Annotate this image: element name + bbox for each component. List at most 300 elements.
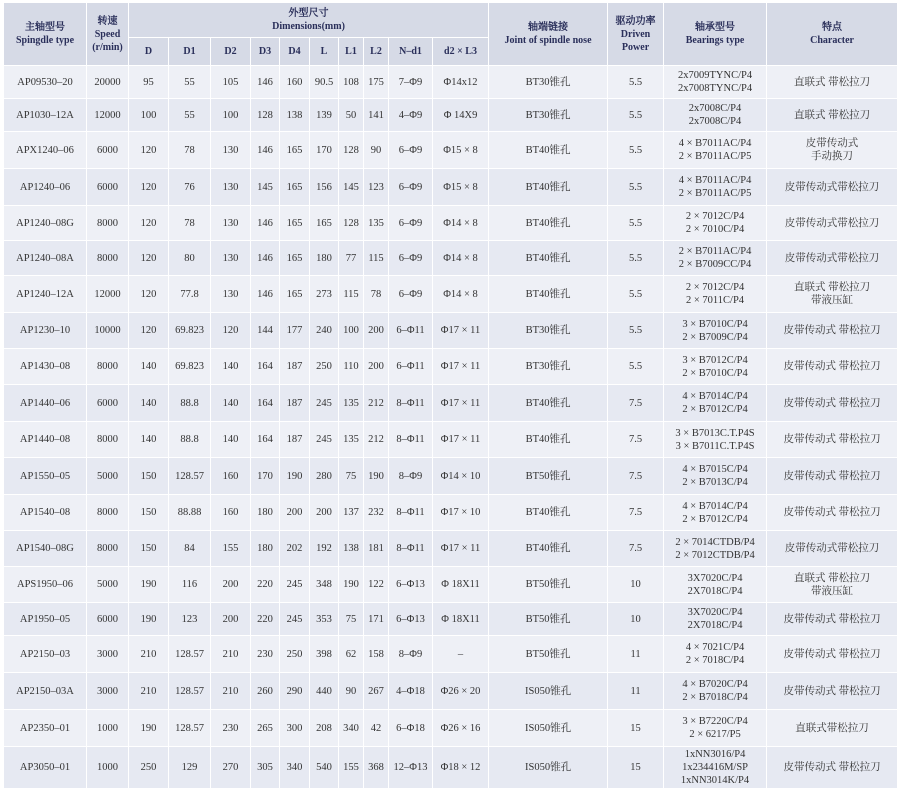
character-line: 皮带传动式 带松拉刀 (783, 397, 881, 409)
joint-cell: BT40锥孔 (489, 206, 608, 241)
character-line: 皮带传动式 带松拉刀 (783, 325, 881, 336)
d2-cell: 230 (211, 710, 251, 747)
d4-cell: 165 (280, 132, 310, 169)
n-d1-cell: 6–Φ9 (389, 169, 433, 206)
bearings-cell (664, 458, 767, 495)
dim-col-d3: D3 (251, 38, 280, 66)
model-cell: APS1950–06 (4, 567, 87, 603)
power-cell: 5.5 (608, 99, 664, 132)
d2-cell: 155 (211, 531, 251, 567)
bearings-cell (664, 422, 767, 458)
d3-cell: 146 (251, 132, 280, 169)
d4-cell: 250 (280, 636, 310, 673)
bearing-line: 2X7018C/P4 (687, 585, 743, 597)
l-cell: 250 (310, 349, 339, 385)
l1-cell: 90 (339, 673, 364, 710)
bearing-line: 2 × B7009C/P4 (682, 331, 748, 343)
bearings-cell (664, 531, 767, 567)
bearing-line: 2 × B7011AC/P5 (678, 188, 752, 199)
l2-cell: 78 (364, 276, 389, 313)
bearing-line: 2 × B7011AC/P5 (678, 151, 752, 162)
model-cell: AP1440–08 (4, 422, 87, 458)
bearings-cell (664, 241, 767, 276)
power-cell: 5.5 (608, 276, 664, 313)
character-line: 直联式 带松拉刀 (793, 282, 871, 293)
joint-cell: BT50锥孔 (489, 567, 608, 603)
dim-col-d1: D1 (169, 38, 211, 66)
d4-cell: 202 (280, 531, 310, 567)
power-cell: 5.5 (608, 132, 664, 169)
d3-cell: 128 (251, 99, 280, 132)
model-cell: AP2350–01 (4, 710, 87, 747)
l-cell: 273 (310, 276, 339, 313)
table-row (4, 349, 898, 385)
character-line: 直联式 带松拉刀 (793, 76, 871, 88)
bearings-cell (664, 276, 767, 313)
l-cell: 165 (310, 206, 339, 241)
d-cell: 120 (129, 206, 169, 241)
d3-cell: 144 (251, 313, 280, 349)
l1-cell: 135 (339, 385, 364, 422)
model-cell: AP1030–12A (4, 99, 87, 132)
bearing-line: 2x7009TYNC/P4 (677, 70, 753, 81)
joint-cell: BT40锥孔 (489, 495, 608, 531)
speed-cell: 8000 (87, 349, 129, 385)
power-header-en1: Driven (620, 28, 651, 40)
bearings-cell (664, 567, 767, 603)
joint-cell: IS050锥孔 (489, 710, 608, 747)
d-cell: 190 (129, 567, 169, 603)
l2-cell: 115 (364, 241, 389, 276)
d1-cell: 88.8 (169, 385, 211, 422)
d4-cell: 165 (280, 206, 310, 241)
bearing-line: 3 × B7011C.T.P4S (675, 440, 755, 452)
d-cell: 250 (129, 747, 169, 789)
joint-cell: BT50锥孔 (489, 458, 608, 495)
d3-cell: 180 (251, 495, 280, 531)
d2-l3-cell: Φ26 × 20 (433, 673, 489, 710)
d2-cell: 130 (211, 241, 251, 276)
header-row-top (4, 3, 898, 38)
character-cell (767, 495, 898, 531)
l2-cell: 181 (364, 531, 389, 567)
bearing-line: 4 × B7020C/P4 (682, 679, 748, 690)
character-line: 皮带传动式 带松拉刀 (783, 648, 881, 660)
bearing-line: 2 × 7012C/P4 (685, 211, 745, 222)
bearing-line: 4 × B7015C/P4 (682, 464, 748, 475)
speed-cell: 3000 (87, 673, 129, 710)
bearing-line: 4 × B7011AC/P4 (678, 138, 752, 149)
bearings-cell (664, 313, 767, 349)
n-d1-cell: 6–Φ9 (389, 206, 433, 241)
d1-cell: 80 (169, 241, 211, 276)
d2-l3-cell: Φ15 × 8 (433, 169, 489, 206)
speed-cell: 8000 (87, 206, 129, 241)
d2-cell: 120 (211, 313, 251, 349)
d4-cell: 300 (280, 710, 310, 747)
l2-cell: 90 (364, 132, 389, 169)
d3-cell: 164 (251, 349, 280, 385)
speed-cell: 10000 (87, 313, 129, 349)
bearing-line: 3 × B7012C/P4 (682, 354, 748, 366)
l2-cell: 212 (364, 385, 389, 422)
speed-header-unit: (r/min) (92, 41, 123, 53)
bearing-line: 2 × 7011C/P4 (686, 295, 745, 306)
d1-cell: 78 (169, 132, 211, 169)
d1-cell: 78 (169, 206, 211, 241)
character-line: 带液压缸 (811, 585, 854, 597)
dim-col-d4: D4 (280, 38, 310, 66)
d3-cell: 146 (251, 241, 280, 276)
l1-cell: 340 (339, 710, 364, 747)
l2-cell: 158 (364, 636, 389, 673)
dim-col-d2: D2 (211, 38, 251, 66)
d2-l3-cell: Φ14 × 8 (433, 206, 489, 241)
table-row (4, 206, 898, 241)
speed-cell: 3000 (87, 636, 129, 673)
d1-cell: 128.57 (169, 636, 211, 673)
speed-cell: 6000 (87, 132, 129, 169)
bearing-line: 2x7008C/P4 (688, 116, 742, 127)
bearing-line: 2 × B7018C/P4 (682, 692, 748, 703)
character-cell (767, 276, 898, 313)
l2-cell: 175 (364, 66, 389, 99)
power-cell: 7.5 (608, 422, 664, 458)
character-line: 皮带传动式 带松拉刀 (783, 434, 881, 445)
bearing-line: 2 × B7012C/P4 (682, 404, 748, 415)
power-cell: 7.5 (608, 458, 664, 495)
speed-cell: 1000 (87, 710, 129, 747)
character-line: 皮带传动式 带松拉刀 (783, 470, 881, 482)
d-cell: 95 (129, 66, 169, 99)
l-cell: 180 (310, 241, 339, 276)
l1-cell: 137 (339, 495, 364, 531)
n-d1-cell: 6–Φ13 (389, 567, 433, 603)
d2-l3-cell: Φ14 × 10 (433, 458, 489, 495)
d3-cell: 260 (251, 673, 280, 710)
d3-cell: 180 (251, 531, 280, 567)
col-header-model (4, 3, 87, 66)
l-cell: 353 (310, 603, 339, 636)
bearing-line: 2 × 6217/P5 (689, 729, 741, 740)
table-row (4, 241, 898, 276)
d3-cell: 146 (251, 66, 280, 99)
n-d1-cell: 4–Φ9 (389, 99, 433, 132)
power-cell: 15 (608, 747, 664, 789)
character-cell (767, 636, 898, 673)
l-cell: 200 (310, 495, 339, 531)
power-cell: 10 (608, 603, 664, 636)
table-row (4, 747, 898, 789)
d2-l3-cell: Φ14 × 8 (433, 276, 489, 313)
power-cell: 7.5 (608, 385, 664, 422)
d4-cell: 138 (280, 99, 310, 132)
character-cell (767, 747, 898, 789)
power-cell: 5.5 (608, 169, 664, 206)
table-row (4, 99, 898, 132)
d-cell: 120 (129, 241, 169, 276)
d1-cell: 116 (169, 567, 211, 603)
l2-cell: 141 (364, 99, 389, 132)
table-row (4, 495, 898, 531)
l1-cell: 128 (339, 206, 364, 241)
d2-l3-cell: Φ17 × 11 (433, 313, 489, 349)
speed-cell: 8000 (87, 531, 129, 567)
bearings-cell (664, 603, 767, 636)
power-cell: 10 (608, 567, 664, 603)
d3-cell: 265 (251, 710, 280, 747)
model-cell: AP1230–10 (4, 313, 87, 349)
d3-cell: 170 (251, 458, 280, 495)
l-cell: 348 (310, 567, 339, 603)
speed-cell: 8000 (87, 495, 129, 531)
n-d1-cell: 8–Φ11 (389, 385, 433, 422)
joint-cell: BT40锥孔 (489, 422, 608, 458)
bearings-cell (664, 636, 767, 673)
model-cell: AP2150–03 (4, 636, 87, 673)
d4-cell: 190 (280, 458, 310, 495)
d1-cell: 77.8 (169, 276, 211, 313)
character-cell (767, 458, 898, 495)
dim-col-d: D (129, 38, 169, 66)
model-cell: AP1240–08G (4, 206, 87, 241)
l1-cell: 145 (339, 169, 364, 206)
n-d1-cell: 6–Φ9 (389, 241, 433, 276)
model-cell: AP09530–20 (4, 66, 87, 99)
model-cell: APX1240–06 (4, 132, 87, 169)
d1-cell: 55 (169, 99, 211, 132)
d3-cell: 305 (251, 747, 280, 789)
d1-cell: 69.823 (169, 313, 211, 349)
table-row (4, 276, 898, 313)
character-cell (767, 531, 898, 567)
character-line: 皮带传动式 带松拉刀 (783, 685, 881, 697)
d3-cell: 220 (251, 603, 280, 636)
bearings-cell (664, 495, 767, 531)
character-cell (767, 567, 898, 603)
dimensions-header-cn: 外型尺寸 (288, 8, 329, 19)
l1-cell: 128 (339, 132, 364, 169)
d-cell: 120 (129, 276, 169, 313)
bearing-line: 2 × B7011AC/P4 (678, 246, 752, 257)
l2-cell: 200 (364, 313, 389, 349)
speed-cell: 5000 (87, 458, 129, 495)
d3-cell: 146 (251, 206, 280, 241)
model-cell: AP1540–08G (4, 531, 87, 567)
bearing-line: 2 × B7012C/P4 (682, 513, 748, 525)
power-cell: 5.5 (608, 349, 664, 385)
character-line: 皮带传动式 带松拉刀 (783, 507, 881, 518)
l-cell: 139 (310, 99, 339, 132)
joint-cell: BT40锥孔 (489, 132, 608, 169)
bearing-line: 4 × B7011AC/P4 (678, 175, 752, 186)
d2-cell: 160 (211, 495, 251, 531)
d2-cell: 105 (211, 66, 251, 99)
l1-cell: 77 (339, 241, 364, 276)
bearings-cell (664, 385, 767, 422)
col-header-bearings (664, 3, 767, 66)
d-cell: 140 (129, 385, 169, 422)
l-cell: 245 (310, 385, 339, 422)
character-line: 直联式 带松拉刀 (793, 572, 871, 584)
bearing-line: 2 × 7018C/P4 (685, 655, 745, 666)
table-body (4, 66, 898, 789)
character-line: 直联式 带松拉刀 (793, 109, 871, 121)
speed-cell: 8000 (87, 241, 129, 276)
power-header-cn: 驱动功率 (615, 15, 656, 27)
l1-cell: 135 (339, 422, 364, 458)
n-d1-cell: 8–Φ9 (389, 458, 433, 495)
power-cell: 7.5 (608, 531, 664, 567)
power-header-en2: Power (621, 41, 650, 53)
power-cell: 11 (608, 673, 664, 710)
n-d1-cell: 7–Φ9 (389, 66, 433, 99)
character-cell (767, 132, 898, 169)
dim-col-l1: L1 (339, 38, 364, 66)
character-line: 皮带传动式 带松拉刀 (783, 361, 881, 372)
bearing-line: 2 × B7013C/P4 (682, 477, 748, 488)
bearings-cell (664, 66, 767, 99)
character-line: 皮带传动式带松拉刀 (784, 217, 880, 229)
l2-cell: 200 (364, 349, 389, 385)
model-cell: AP1440–06 (4, 385, 87, 422)
d-cell: 120 (129, 169, 169, 206)
n-d1-cell: 6–Φ18 (389, 710, 433, 747)
table-row (4, 673, 898, 710)
bearing-line: 2x7008TYNC/P4 (677, 83, 753, 94)
n-d1-cell: 6–Φ9 (389, 276, 433, 313)
d4-cell: 160 (280, 66, 310, 99)
l-cell: 90.5 (310, 66, 339, 99)
character-line: 带液压缸 (811, 295, 854, 306)
character-header-cn: 特点 (822, 22, 843, 33)
bearing-line: 3X7020C/P4 (687, 572, 743, 584)
model-cell: AP1240–06 (4, 169, 87, 206)
joint-cell: BT50锥孔 (489, 636, 608, 673)
bearings-cell (664, 710, 767, 747)
bearings-cell (664, 747, 767, 789)
l1-cell: 190 (339, 567, 364, 603)
l1-cell: 115 (339, 276, 364, 313)
bearings-cell (664, 349, 767, 385)
power-cell: 15 (608, 710, 664, 747)
l1-cell: 50 (339, 99, 364, 132)
model-header-cn: 主轴型号 (25, 22, 65, 33)
d1-cell: 84 (169, 531, 211, 567)
power-cell: 5.5 (608, 206, 664, 241)
model-cell: AP2150–03A (4, 673, 87, 710)
bearing-line: 4 × B7014C/P4 (682, 500, 748, 512)
character-line: 皮带传动式 带松拉刀 (783, 762, 881, 773)
speed-header-en: Speed (94, 28, 121, 40)
d-cell: 150 (129, 531, 169, 567)
n-d1-cell: 8–Φ11 (389, 422, 433, 458)
character-cell (767, 673, 898, 710)
character-line: 皮带传动式 (805, 138, 859, 149)
d2-cell: 100 (211, 99, 251, 132)
table-row (4, 132, 898, 169)
d2-cell: 130 (211, 132, 251, 169)
d1-cell: 128.57 (169, 458, 211, 495)
d1-cell: 69.823 (169, 349, 211, 385)
d2-cell: 200 (211, 567, 251, 603)
d2-cell: 140 (211, 422, 251, 458)
d2-cell: 140 (211, 349, 251, 385)
dim-col-d2-l3: d2 × L3 (433, 38, 489, 66)
d2-cell: 210 (211, 673, 251, 710)
l2-cell: 135 (364, 206, 389, 241)
d2-l3-cell: Φ15 × 8 (433, 132, 489, 169)
d1-cell: 88.88 (169, 495, 211, 531)
d-cell: 190 (129, 710, 169, 747)
joint-cell: BT40锥孔 (489, 531, 608, 567)
model-header-en: Spingdle type (15, 35, 75, 46)
col-header-speed (87, 3, 129, 66)
d-cell: 150 (129, 495, 169, 531)
speed-cell: 12000 (87, 99, 129, 132)
bearing-line: 3X7020C/P4 (687, 607, 743, 618)
model-cell: AP1240–08A (4, 241, 87, 276)
table-row (4, 710, 898, 747)
speed-cell: 6000 (87, 169, 129, 206)
bearings-header-cn: 轴承型号 (695, 22, 736, 33)
d2-cell: 270 (211, 747, 251, 789)
d2-l3-cell: – (433, 636, 489, 673)
l-cell: 240 (310, 313, 339, 349)
n-d1-cell: 8–Φ11 (389, 495, 433, 531)
col-header-joint (489, 3, 608, 66)
d4-cell: 187 (280, 349, 310, 385)
bearings-cell (664, 206, 767, 241)
bearing-line: 2 × 7014CTDB/P4 (675, 536, 755, 548)
l2-cell: 122 (364, 567, 389, 603)
joint-cell: BT40锥孔 (489, 276, 608, 313)
d-cell: 120 (129, 313, 169, 349)
bearings-cell (664, 673, 767, 710)
character-line: 皮带传动式 带松拉刀 (783, 613, 881, 625)
l2-cell: 42 (364, 710, 389, 747)
joint-cell: BT40锥孔 (489, 241, 608, 276)
d3-cell: 220 (251, 567, 280, 603)
d-cell: 100 (129, 99, 169, 132)
d1-cell: 88.8 (169, 422, 211, 458)
d2-cell: 200 (211, 603, 251, 636)
d2-l3-cell: Φ14 × 8 (433, 241, 489, 276)
bearings-header-en: Bearings type (685, 35, 745, 46)
l2-cell: 267 (364, 673, 389, 710)
power-cell: 5.5 (608, 313, 664, 349)
d3-cell: 164 (251, 422, 280, 458)
d4-cell: 290 (280, 673, 310, 710)
n-d1-cell: 12–Φ13 (389, 747, 433, 789)
joint-cell: BT40锥孔 (489, 169, 608, 206)
d4-cell: 177 (280, 313, 310, 349)
model-cell: AP3050–01 (4, 747, 87, 789)
l-cell: 398 (310, 636, 339, 673)
l1-cell: 110 (339, 349, 364, 385)
table-row (4, 66, 898, 99)
d-cell: 150 (129, 458, 169, 495)
character-cell (767, 66, 898, 99)
dimensions-header-en: Dimensions(mm) (272, 21, 345, 32)
character-line: 皮带传动式带松拉刀 (784, 181, 880, 193)
speed-cell: 1000 (87, 747, 129, 789)
d1-cell: 129 (169, 747, 211, 789)
l2-cell: 368 (364, 747, 389, 789)
joint-cell: IS050锥孔 (489, 673, 608, 710)
d4-cell: 165 (280, 169, 310, 206)
d2-cell: 130 (211, 276, 251, 313)
